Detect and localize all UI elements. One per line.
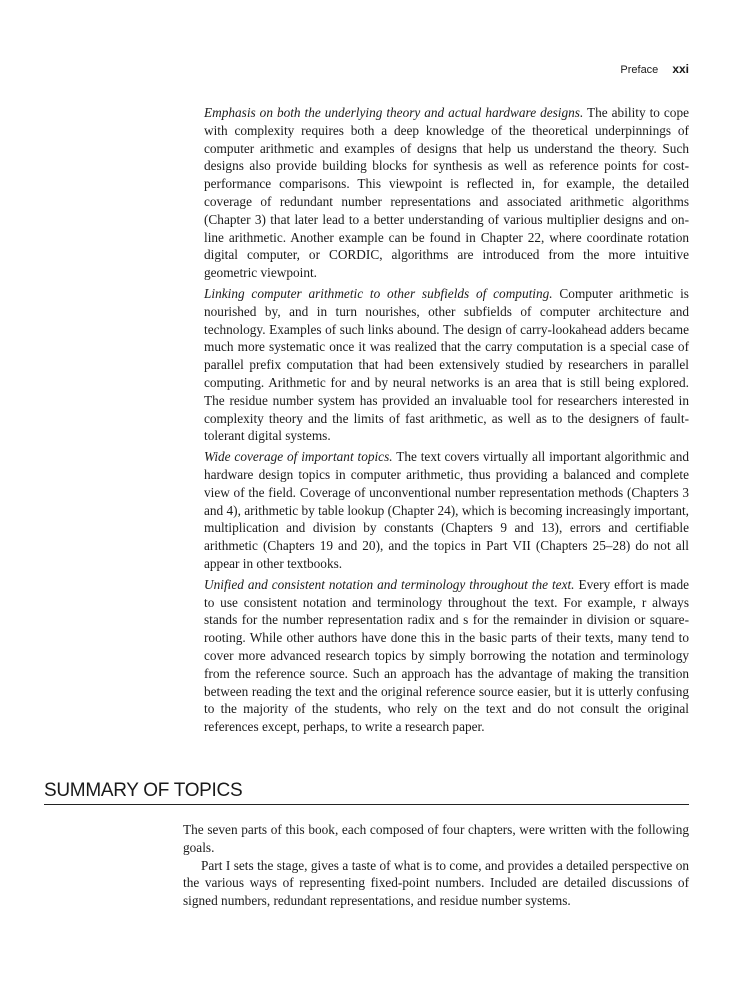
- feature-list: [204, 104, 689, 739]
- summary-paragraph: Part I sets the stage, gives a taste of what is to come, and provides a detailed perspective on the various ways of representing fixed-point numbers. Included are detailed discussions of signed numbers, redundant representations, and residue number systems.: [183, 857, 689, 909]
- feature-paragraph: [204, 448, 689, 573]
- summary-paragraph: The seven parts of this book, each composed of four chapters, were written with the following goals.: [183, 822, 689, 855]
- feature-paragraph: [204, 576, 689, 736]
- feature-body: Every effort is made to use consistent notation and terminology throughout the text. For example, r always stands for the number representation radix and s for the remainder in division or square-rooting. While other authors have done this in the basic parts of their texts, many tend to cover more advanced research topics by simply borrowing the notation and terminology from the reference source. Such an approach has the advantage of making the transition between reading the text and the original reference source easier, but it is utterly confusing to the majority of the students, who rely on the text and do not consult the original references except, perhaps, to write a research paper.: [204, 576, 689, 735]
- running-head: [620, 62, 689, 76]
- running-head-section: Preface: [620, 64, 659, 76]
- summary-section: [183, 821, 689, 910]
- feature-body: Computer arithmetic is nourished by, and in turn nourishes, other subfields of computer architecture and technology. Examples of such links abound. The design of carry-lookahead adders became much more systematic once it was realized that the carry computation is a special case of parallel prefix computation that had been extensively studied by researchers in parallel computing. Arithmetic for and by neural networks is an area that is still being explored. The residue number system has provided an invaluable tool for researchers interested in complexity theory and the limits of fast arithmetic, as well as to the designers of fault-tolerant digital systems.: [204, 285, 689, 444]
- feature-body: The ability to cope with complexity requires both a deep knowledge of the theoretical underpinnings of computer arithmetic and examples of designs that help us understand the theory. Such designs also provide building blocks for synthesis as well as reference points for cost-performance comparisons. This viewpoint is reflected in, for example, the detailed coverage of redundant number representations and associated arithmetic algorithms (Chapter 3) that later lead to a better understanding of various multiplier designs and on-line arithmetic. Another example can be found in Chapter 22, where coordinate rotation digital computer, or CORDIC, algorithms are introduced from the more intuitive geometric viewpoint.: [204, 105, 689, 281]
- feature-lead: Unified and consistent notation and terminology throughout the text.: [204, 576, 575, 592]
- section-heading: SUMMARY OF TOPICS: [44, 780, 689, 805]
- feature-body: The text covers virtually all important algorithmic and hardware design topics in computer arithmetic, thus providing a balanced and complete view of the field. Coverage of unconventional number representation methods (Chapters 3 and 4), arithmetic by table lookup (Chapter 24), which is becoming increasingly important, multiplication and division by constants (Chapters 9 and 13), errors and certifiable arithmetic (Chapters 19 and 20), and the topics in Part VII (Chapters 25–28) do not all appear in other textbooks.: [204, 449, 689, 571]
- feature-paragraph: [204, 104, 689, 282]
- feature-paragraph: [204, 285, 689, 445]
- feature-lead: Wide coverage of important topics.: [204, 449, 393, 465]
- page-number: xxi: [672, 62, 689, 76]
- feature-lead: Emphasis on both the underlying theory and actual hardware designs.: [204, 105, 584, 120]
- feature-lead: Linking computer arithmetic to other subfields of computing.: [204, 285, 553, 301]
